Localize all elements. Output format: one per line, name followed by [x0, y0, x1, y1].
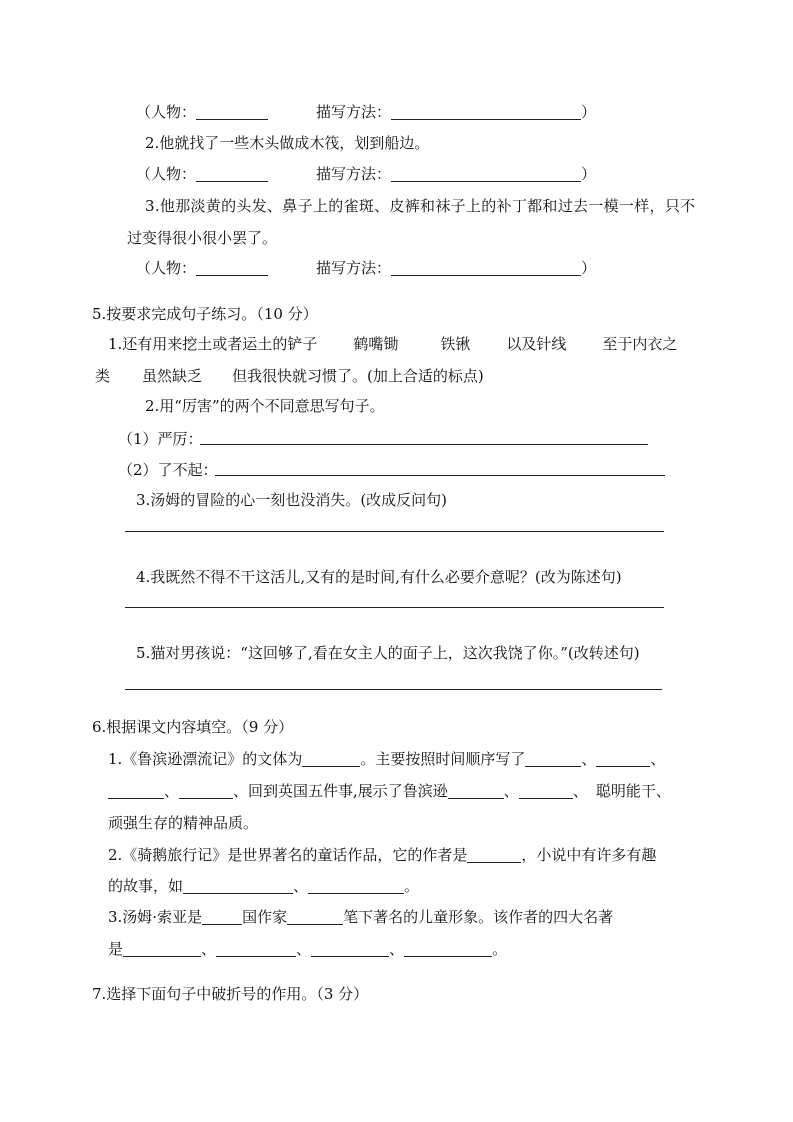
- method-blank-1[interactable]: [391, 103, 581, 120]
- method-label: 描写方法：: [316, 165, 392, 183]
- person-blank-1[interactable]: [196, 103, 268, 120]
- quality-blank-2[interactable]: [519, 782, 573, 799]
- s6-l1-text-b: 。主要按照时间顺序写了: [360, 750, 526, 768]
- event-blank-4[interactable]: [179, 782, 233, 799]
- s6-line-7: [108, 938, 507, 960]
- close-paren: ）: [581, 103, 597, 121]
- q1-part-4: 以及针线: [506, 335, 567, 353]
- section-5-heading: 5.按要求完成句子练习。（10 分）: [92, 305, 318, 323]
- comma: 、: [572, 782, 588, 800]
- s6-l6-text-a: 3.汤姆·索亚是: [108, 908, 203, 926]
- person-blank-2[interactable]: [196, 165, 268, 182]
- story-blank-2[interactable]: [308, 877, 404, 894]
- work-blank-2[interactable]: [216, 940, 296, 957]
- comma: 、: [581, 750, 597, 768]
- section-7-heading: 7.选择下面句子中破折号的作用。（3 分）: [92, 985, 369, 1003]
- s5-q2-a-label: （1）严厉：: [118, 430, 203, 448]
- event-blank-1[interactable]: [525, 750, 581, 767]
- s6-l2-text-c: 聪明能干、: [595, 782, 671, 800]
- s5-q2-b-label: （2）了不起：: [118, 461, 218, 479]
- writer-blank[interactable]: [287, 908, 343, 925]
- comma: 、: [650, 750, 666, 768]
- s5-q2-b-answer-line[interactable]: [215, 475, 665, 476]
- s6-line-1: [108, 748, 665, 770]
- story-blank-1[interactable]: [183, 877, 293, 894]
- s6-line-3: 顽强生存的精神品质。: [108, 814, 259, 832]
- s6-line-2: [108, 780, 671, 802]
- s5-q2-a-answer-line[interactable]: [200, 444, 648, 445]
- s6-l2-text-b: 、回到英国五件事,展示了鲁滨逊: [233, 782, 448, 800]
- close-paren: ）: [581, 259, 597, 277]
- s5-q3: 3.汤姆的冒险的心一刻也没消失。(改成反问句): [136, 491, 448, 509]
- s5-q5: 5.猫对男孩说：“这回够了,看在女主人的面子上，这次我饶了你。”(改转述句): [136, 644, 640, 662]
- s5-q1-line-2: [95, 365, 484, 387]
- country-blank[interactable]: [202, 908, 242, 925]
- comma: 、: [389, 940, 405, 958]
- s5-q2: 2.用“厉害”的两个不同意思写句子。: [145, 397, 385, 415]
- s6-line-4: [108, 844, 656, 866]
- q1-part-6: 类: [95, 367, 111, 385]
- s6-l5-text-a: 的故事，如: [108, 877, 184, 895]
- method-label: 描写方法：: [316, 259, 392, 277]
- event-blank-3[interactable]: [108, 782, 164, 799]
- work-blank-3[interactable]: [311, 940, 389, 957]
- q1-part-3: 铁锹: [440, 335, 471, 353]
- comma: 、: [503, 782, 519, 800]
- method-blank-2[interactable]: [391, 165, 581, 182]
- q1-part-1: 1.还有用来挖土或者运土的铲子: [108, 335, 318, 353]
- person-method-row-2: [136, 163, 596, 185]
- q1-part-7: 虽然缺乏: [142, 367, 203, 385]
- work-blank-4[interactable]: [404, 940, 492, 957]
- s4-item-3-line-2: 过变得很小很小罢了。: [127, 229, 278, 247]
- period: 。: [492, 940, 508, 958]
- person-label: （人物：: [136, 259, 197, 277]
- s6-l4-text-a: 2.《骑鹅旅行记》是世界著名的童话作品，它的作者是: [108, 846, 468, 864]
- person-blank-3[interactable]: [196, 259, 268, 276]
- q1-part-2: 鹤嘴锄: [353, 335, 399, 353]
- s6-line-5: [108, 875, 419, 897]
- comma: 、: [164, 782, 180, 800]
- s6-l1-text-a: 1.《鲁滨逊漂流记》的文体为: [108, 750, 303, 768]
- s6-line-6: [108, 906, 613, 928]
- comma: 、: [293, 877, 309, 895]
- genre-blank[interactable]: [302, 750, 360, 767]
- s4-item-3-line-1: 3.他那淡黄的头发、鼻子上的雀斑、皮裤和袜子上的补丁都和过去一模一样，只不: [145, 197, 696, 215]
- s4-item-2: 2.他就找了一些木头做成木筏，划到船边。: [145, 134, 430, 152]
- comma: 、: [201, 940, 217, 958]
- author-blank[interactable]: [467, 846, 521, 863]
- s6-l4-text-b: ，小说中有许多有趣: [521, 846, 657, 864]
- person-method-row-3: [136, 257, 596, 279]
- period: 。: [404, 877, 420, 895]
- s5-q1-line-1: [108, 333, 677, 355]
- person-label: （人物：: [136, 103, 197, 121]
- close-paren: ）: [581, 165, 597, 183]
- s6-l6-text-b: 国作家: [242, 908, 288, 926]
- person-method-row-1: [136, 101, 596, 123]
- quality-blank-1[interactable]: [448, 782, 504, 799]
- comma: 、: [296, 940, 312, 958]
- section-6-heading: 6.根据课文内容填空。（9 分）: [92, 718, 294, 736]
- s6-l7-text-a: 是: [108, 940, 124, 958]
- s5-q5-answer-line[interactable]: [125, 689, 662, 690]
- method-label: 描写方法：: [316, 103, 392, 121]
- q1-part-5: 至于内衣之: [602, 335, 678, 353]
- s5-q3-answer-line[interactable]: [125, 531, 664, 532]
- s5-q4: 4.我既然不得不干这活儿,又有的是时间,有什么必要介意呢？(改为陈述句): [136, 568, 622, 586]
- q1-part-8: 但我很快就习惯了。(加上合适的标点): [232, 367, 484, 385]
- s5-q4-answer-line[interactable]: [125, 607, 664, 608]
- event-blank-2[interactable]: [596, 750, 650, 767]
- work-blank-1[interactable]: [123, 940, 201, 957]
- method-blank-3[interactable]: [391, 259, 581, 276]
- person-label: （人物：: [136, 165, 197, 183]
- s6-l6-text-c: 笔下著名的儿童形象。该作者的四大名著: [343, 908, 614, 926]
